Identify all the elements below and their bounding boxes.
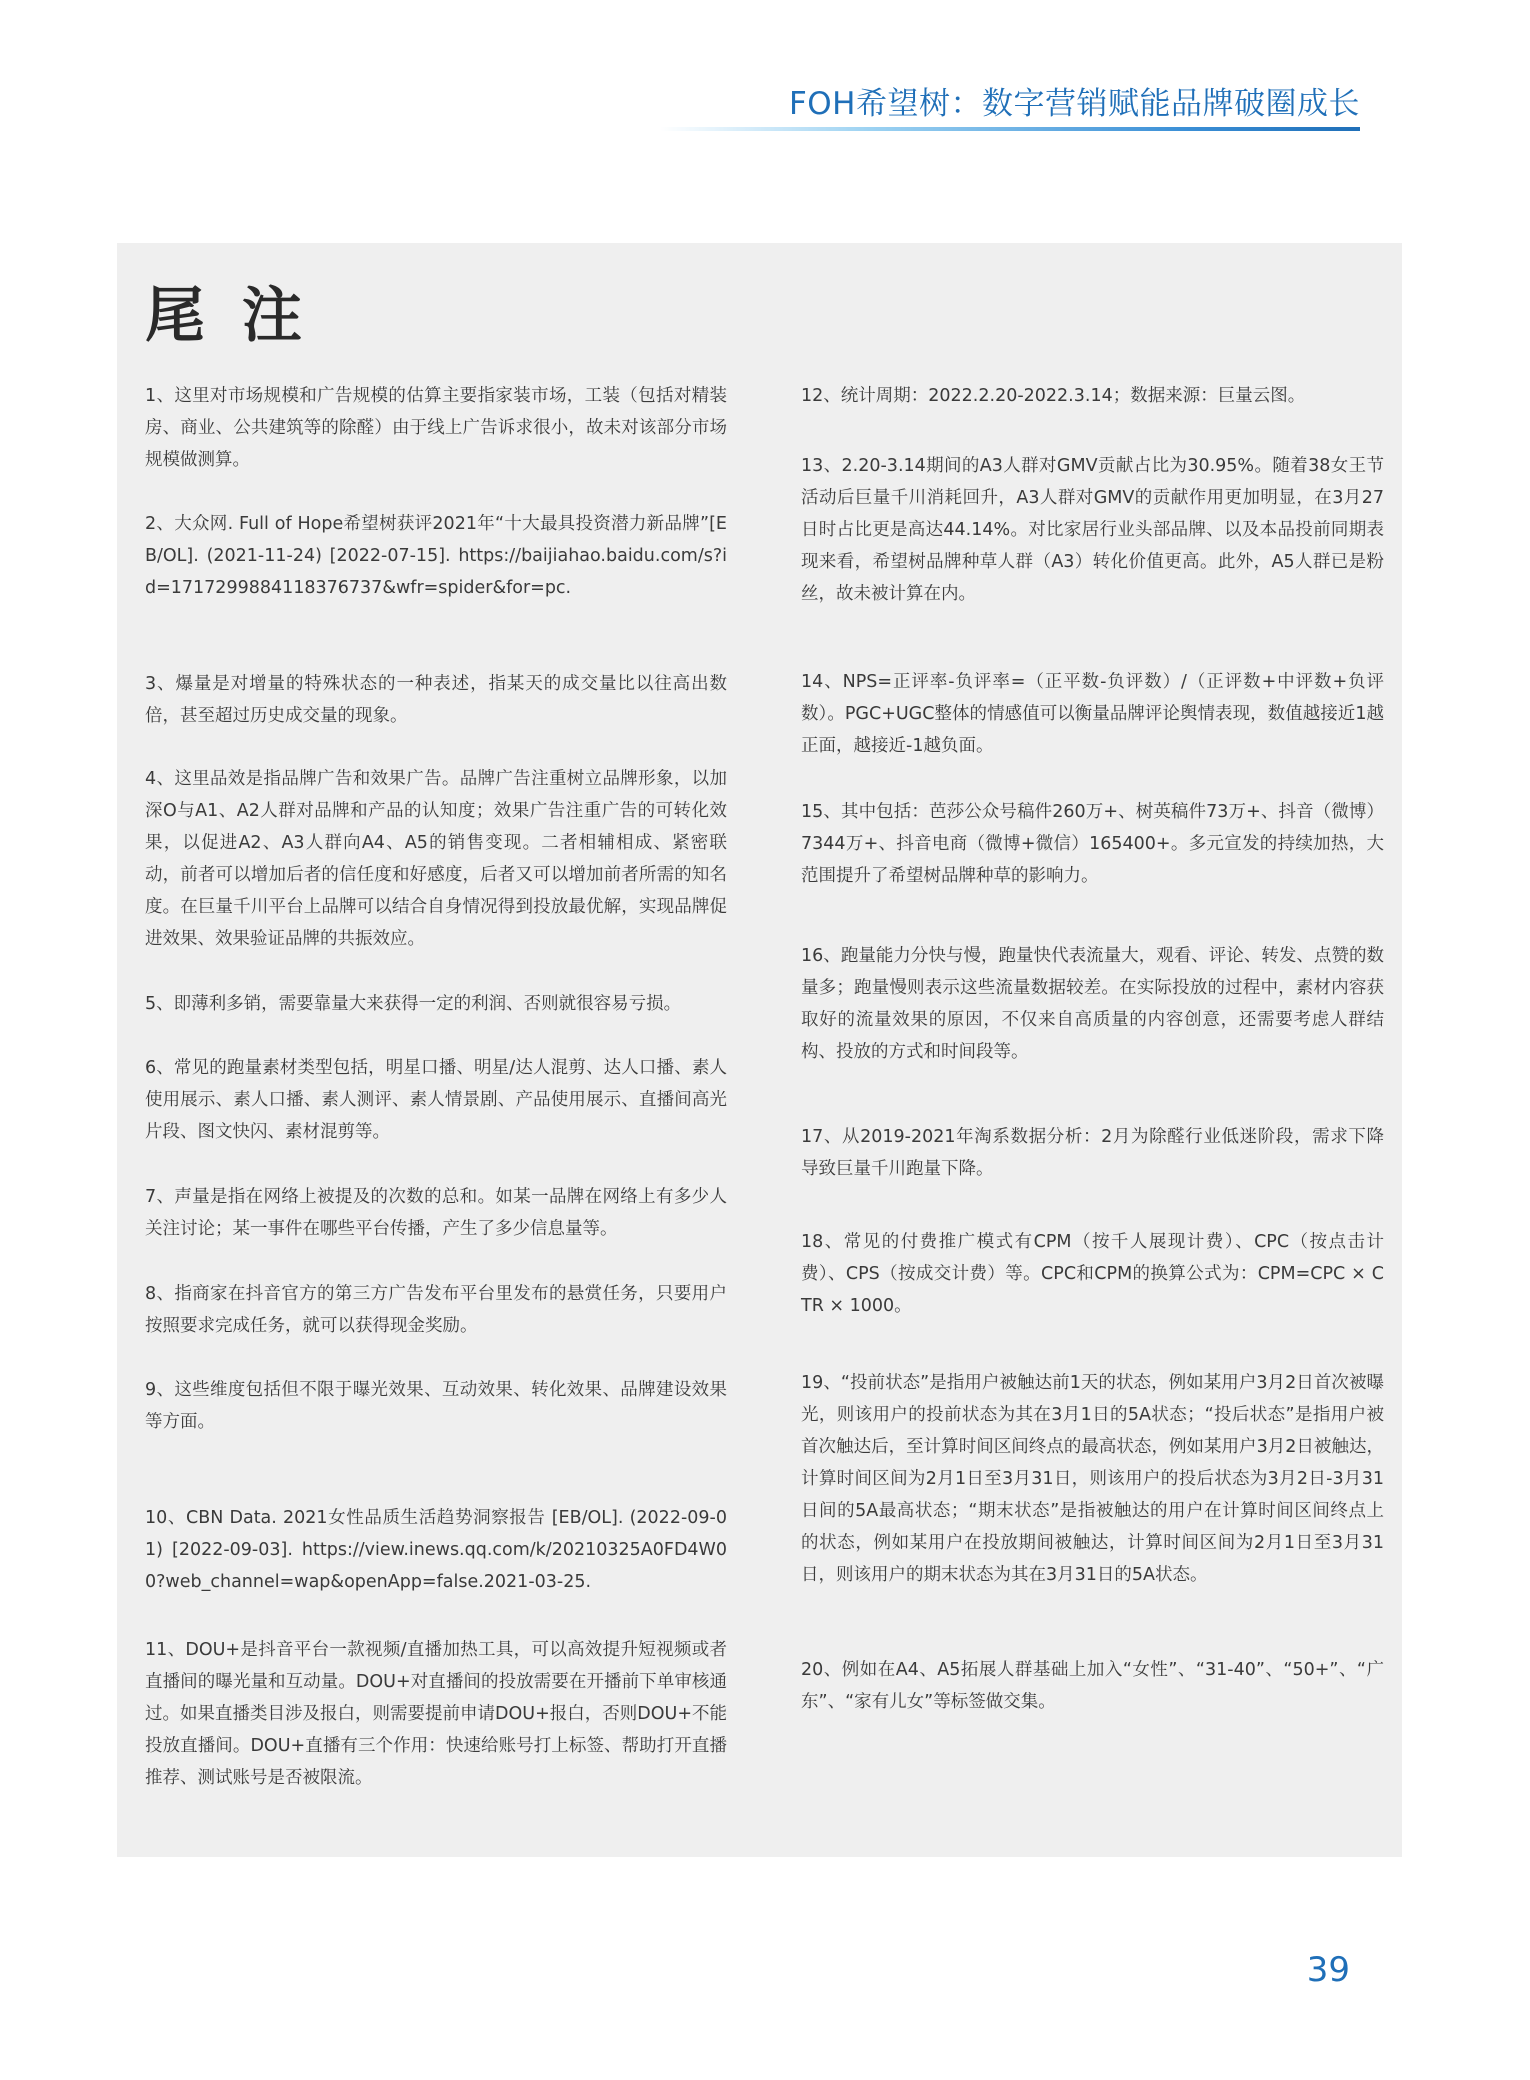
endnote-16: 16、跑量能力分快与慢，跑量快代表流量大，观看、评论、转发、点赞的数量多；跑量慢则表示这些流量数据较差。在实际投放的过程中，素材内容获取好的流量效果的原因，不仅来自高质量的内容创意，还需要考虑人群结构、投放的方式和时间段等。 — [801, 946, 1384, 1062]
endnote-5: 5、即薄利多销，需要靠量大来获得一定的利润、否则就很容易亏损。 — [145, 994, 682, 1014]
endnote-14: 14、NPS=正评率-负评率=（正平数-负评数）/（正评数+中评数+负评数）。PGC+UGC整体的情感值可以衡量品牌评论舆情表现，数值越接近1越正面，越接近-1越负面。 — [801, 672, 1384, 756]
section-title: 尾 注 — [145, 281, 310, 351]
page-number: 39 — [1306, 1950, 1350, 1990]
endnote-17: 17、从2019-2021年淘系数据分析：2月为除醛行业低迷阶段，需求下降导致巨量千川跑量下降。 — [801, 1127, 1384, 1179]
report-title: FOH希望树：数字营销赋能品牌破圈成长 — [788, 86, 1360, 122]
endnote-19: 19、“投前状态”是指用户被触达前1天的状态，例如某用户3月2日首次被曝光，则该用户的投前状态为其在3月1日的5A状态；“投后状态”是指用户被首次触达后，至计算时间区间终点的最高状态，例如某用户3月2日被触达，计算时间区间为2月1日至3月31日，则该用户的投后状态为3月2日-3月31日间的5A最高状态；“期末状态”是指被触达的用户在计算时间区间终点上的状态，例如某用户在投放期间被触达，计算时间区间为2月1日至3月31日，则该用户的期末状态为其在3月31日的5A状态。 — [801, 1373, 1384, 1585]
endnote-11: 11、DOU+是抖音平台一款视频/直播加热工具，可以高效提升短视频或者直播间的曝光量和互动量。DOU+对直播间的投放需要在开播前下单审核通过。如果直播类目涉及报白，则需要提前申请DOU+报白，否则DOU+不能投放直播间。DOU+直播有三个作用：快速给账号打上标签、帮助打开直播推荐、测试账号是否被限流。 — [145, 1640, 727, 1788]
endnote-3: 3、爆量是对增量的特殊状态的一种表述，指某天的成交量比以往高出数倍，甚至超过历史成交量的现象。 — [145, 674, 727, 726]
endnote-9: 9、这些维度包括但不限于曝光效果、互动效果、转化效果、品牌建设效果等方面。 — [145, 1380, 727, 1432]
endnote-8: 8、指商家在抖音官方的第三方广告发布平台里发布的悬赏任务，只要用户按照要求完成任务，就可以获得现金奖励。 — [145, 1284, 727, 1336]
endnote-4: 4、这里品效是指品牌广告和效果广告。品牌广告注重树立品牌形象，以加深O与A1、A2人群对品牌和产品的认知度；效果广告注重广告的可转化效果，以促进A2、A3人群向A4、A5的销售变现。二者相辅相成、紧密联动，前者可以增加后者的信任度和好感度，后者又可以增加前者所需的知名度。在巨量千川平台上品牌可以结合自身情况得到投放最优解，实现品牌促进效果、效果验证品牌的共振效应。 — [145, 769, 727, 949]
endnote-1: 1、这里对市场规模和广告规模的估算主要指家装市场，工装（包括对精装房、商业、公共建筑等的除醛）由于线上广告诉求很小，故未对该部分市场规模做测算。 — [145, 386, 727, 470]
header-divider — [660, 127, 1360, 131]
endnote-7: 7、声量是指在网络上被提及的次数的总和。如某一品牌在网络上有多少人关注讨论；某一事件在哪些平台传播，产生了多少信息量等。 — [145, 1187, 727, 1239]
endnote-15: 15、其中包括：芭莎公众号稿件260万+、树英稿件73万+、抖音（微博）7344万+、抖音电商（微博+微信）165400+。多元宣发的持续加热，大范围提升了希望树品牌种草的影响力。 — [801, 802, 1384, 886]
endnote-12: 12、统计周期：2022.2.20-2022.3.14；数据来源：巨量云图。 — [801, 386, 1306, 406]
endnote-18: 18、常见的付费推广模式有CPM（按千人展现计费）、CPC（按点击计费）、CPS（按成交计费）等。CPC和CPM的换算公式为：CPM=CPC × CTR × 1000。 — [801, 1232, 1384, 1316]
endnote-20: 20、例如在A4、A5拓展人群基础上加入“女性”、“31-40”、“50+”、“广东”、“家有儿女”等标签做交集。 — [801, 1660, 1384, 1712]
endnote-13: 13、2.20-3.14期间的A3人群对GMV贡献占比为30.95%。随着38女王节活动后巨量千川消耗回升，A3人群对GMV的贡献作用更加明显，在3月27日时占比更是高达44.14%。对比家居行业头部品牌、以及本品投前同期表现来看，希望树品牌种草人群（A3）转化价值更高。此外，A5人群已是粉丝，故未被计算在内。 — [801, 456, 1384, 604]
endnote-2: 2、大众网. Full of Hope希望树获评2021年“十大最具投资潜力新品牌”[EB/OL]. (2021-11-24) [2022-07-15]. https://baijiahao.baidu.com/s?id=1717299884118376737&wfr=spider&for=pc. — [145, 514, 727, 598]
endnote-10: 10、CBN Data. 2021女性品质生活趋势洞察报告 [EB/OL]. (2022-09-01) [2022-09-03]. https://view.inews.qq.com/k/20210325A0FD4W00?web_channel=wap&openApp=false.2021-03-25. — [145, 1508, 727, 1592]
endnote-6: 6、常见的跑量素材类型包括，明星口播、明星/达人混剪、达人口播、素人使用展示、素人口播、素人测评、素人情景剧、产品使用展示、直播间高光片段、图文快闪、素材混剪等。 — [145, 1058, 727, 1142]
